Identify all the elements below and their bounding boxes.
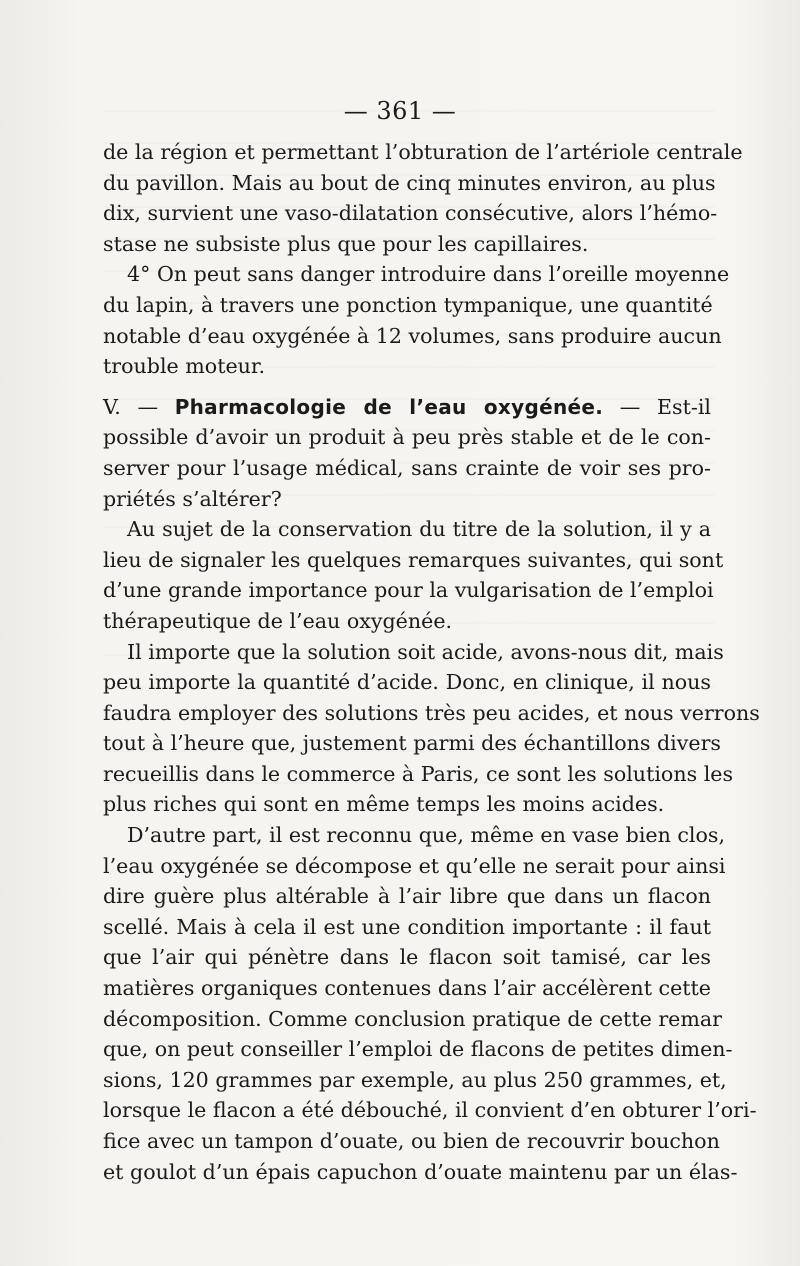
section-lead: — Est-il [619, 394, 712, 419]
text-line: que, on peut conseiller l’emploi de flacons de petites dimen- [103, 1037, 733, 1062]
text-line: trouble moteur. [103, 354, 266, 379]
text-line: Au sujet de la conservation du titre de la solution, il y a [127, 517, 711, 542]
text-line: dire guère plus altérable à l’air libre que dans un flacon [103, 884, 711, 909]
text-line: scellé. Mais à cela il est une condition importante : il faut [103, 914, 711, 939]
section-title: Pharmacologie de l’eau oxygénée. [174, 394, 604, 419]
page-number: — 361 — [343, 97, 457, 125]
text-line: du pavillon. Mais au bout de cinq minutes environ, au plus [103, 170, 716, 195]
text-line: sions, 120 grammes par exemple, au plus 250 grammes, et, [103, 1067, 727, 1092]
text-line: possible d’avoir un produit à peu près stable et de le con- [103, 425, 711, 450]
text-line: décomposition. Comme conclusion pratique de cette remar [103, 1006, 723, 1031]
text-line: recueillis dans le commerce à Paris, ce sont les solutions les [103, 761, 734, 786]
text-line: matières organiques contenues dans l’air accélèrent cette [103, 976, 711, 1001]
text-line: stase ne subsiste plus que pour les capillaires. [103, 231, 589, 256]
section-heading [103, 392, 711, 423]
text-line: peu importe la quantité d’acide. Donc, en clinique, il nous [103, 670, 711, 695]
text-line: Il importe que la solution soit acide, avons-nous dit, mais [127, 639, 724, 664]
text-line: l’eau oxygénée se décompose et qu’elle ne serait pour ainsi [103, 853, 726, 878]
text-line: thérapeutique de l’eau oxygénée. [103, 608, 453, 633]
text-line: tout à l’heure que, justement parmi des échantillons divers [103, 731, 722, 756]
text-line: 4° On peut sans danger introduire dans l’oreille moyenne [127, 262, 730, 287]
text-line: lorsque le flacon a été débouché, il convient d’en obturer l’ori- [103, 1098, 757, 1123]
text-line: du lapin, à travers une ponction tympanique, une quantité [103, 292, 713, 317]
text-line: lieu de signaler les quelques remarques suivantes, qui sont [103, 547, 724, 572]
text-line: dix, survient une vaso-dilatation consécutive, alors l’hémo- [103, 201, 718, 226]
text-line: d’une grande importance pour la vulgarisation de l’emploi [103, 578, 714, 603]
text-line: D’autre part, il est reconnu que, même en vase bien clos, [127, 823, 726, 848]
text-line: et goulot d’un épais capuchon d’ouate maintenu par un élas- [103, 1159, 738, 1184]
text-line: faudra employer des solutions très peu acides, et nous verrons [103, 700, 760, 725]
section-number: V. — [103, 394, 159, 419]
text-line: priétés s’altérer? [103, 486, 282, 511]
text-line: server pour l’usage médical, sans crainte de voir ses pro- [103, 455, 711, 480]
body-text [103, 137, 760, 1187]
text-line: plus riches qui sont en même temps les moins acides. [103, 792, 665, 817]
text-line: fice avec un tampon d’ouate, ou bien de recouvrir bouchon [103, 1129, 720, 1153]
text-line: de la région et permettant l’obturation de l’artériole centrale [103, 140, 743, 164]
text-line: que l’air qui pénètre dans le flacon soit tamisé, car les [103, 945, 711, 970]
text-line: notable d’eau oxygénée à 12 volumes, sans produire aucun [103, 323, 722, 348]
